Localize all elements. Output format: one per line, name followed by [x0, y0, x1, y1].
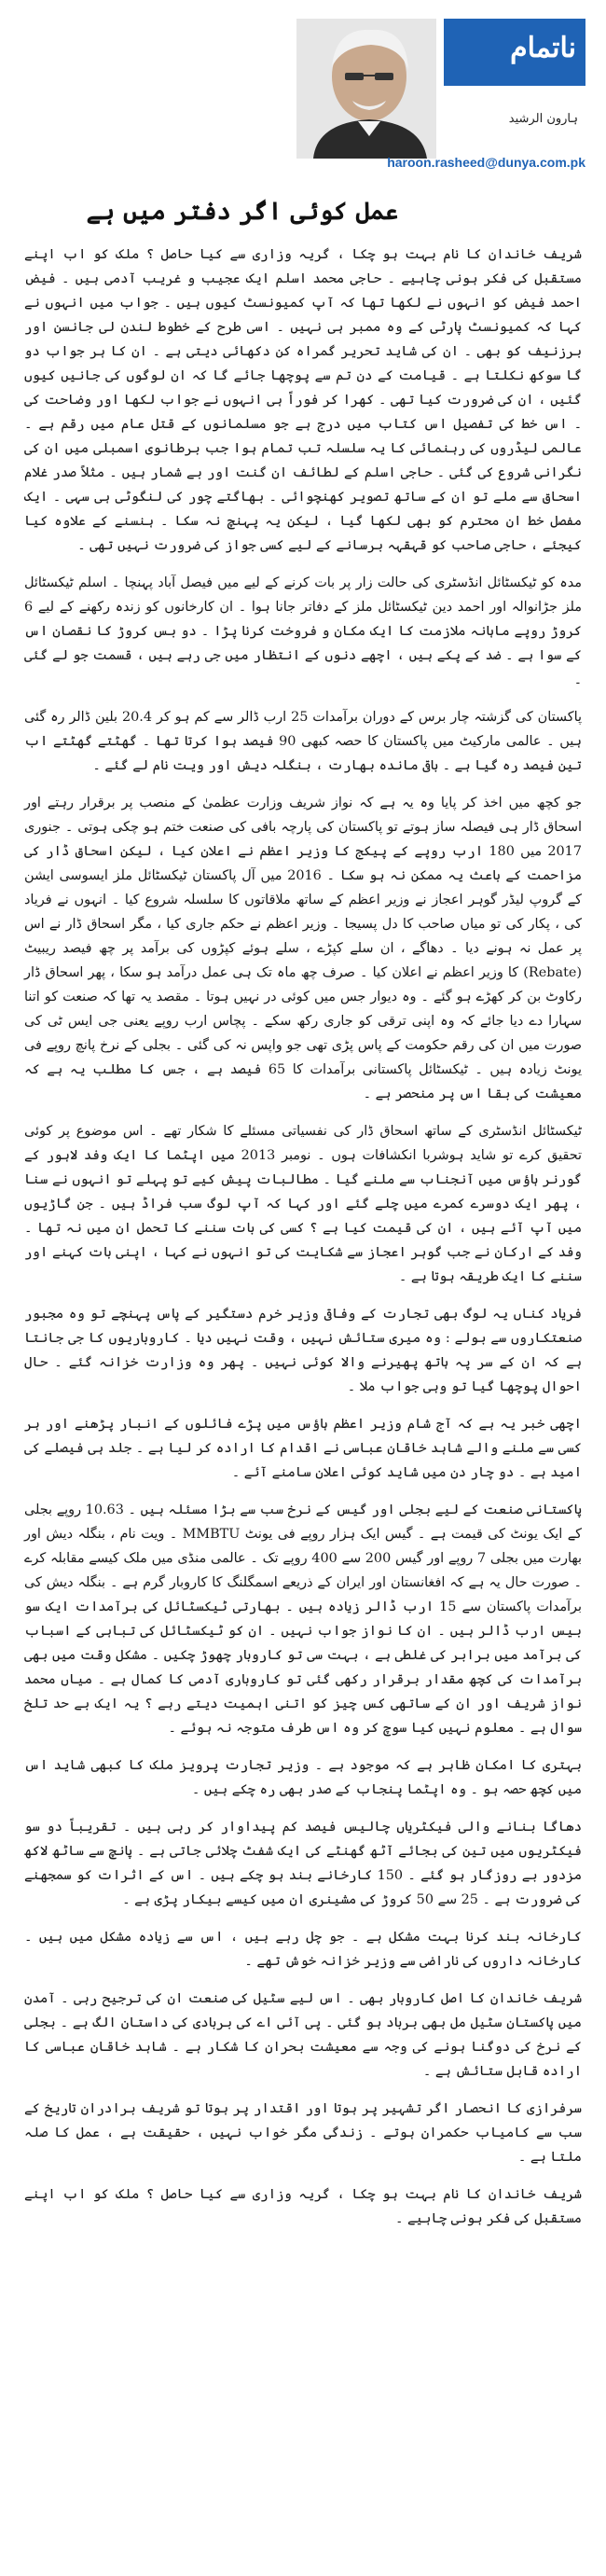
article-paragraph: مدہ کو ٹیکسٹائل انڈسٹری کی حالت زار پر بات کرنے کے لیے میں فیصل آباد پہنچا ۔ اسلم ٹیکسٹائل ملز جڑانوالہ اور احمد دین ٹیکسٹائل ملز کے دفاتر جانا ہوا ۔ ان کارخانوں کو زندہ رکھنے کے لیے 6 کروڑ روپے ماہانہ ملازمت کا ایک مکان و فروخت کرنا پڑا ۔ دو بس کروڑ کا نقصان اس کے سوا ہے ۔ ضد کے پکے ہیں ، اچھے دنوں کے انتظار میں جی رہے ہیں ، قسمت جو لے گئی ۔ [24, 575, 582, 687]
article-paragraph: کارخانہ بند کرنا بہت مشکل ہے ۔ جو چل رہے ہیں ، اس سے زیادہ مشکل میں ہیں ۔ کارخانہ داروں کی ناراضی سے وزیر خزانہ خوش تھے ۔ [24, 1930, 582, 1969]
article-paragraph: سرفرازی کا انحصار اگر تشہیر پر ہوتا اور اقتدار پر ہوتا تو شریف برادران تاریخ کے سب سے کامیاب حکمران ہوتے ۔ زندگی مگر خواب نہیں ، حقیقت ہے ، عمل کا صلہ ملتا ہے ۔ [24, 2101, 582, 2165]
article-paragraph: جو کچھ میں اخذ کر پایا وہ یہ ہے کہ نواز شریف وزارت عظمیٰ کے منصب پر برقرار رہتے اور اسحاق ڈار ہی فیصلہ ساز ہوتے تو پاکستان کی پارچہ بافی کی صنعت ختم ہو چکی ہوتی ۔ جنوری 2017 میں 180 ارب روپے کے پیکج کا وزیر اعظم نے اعلان کیا ، لیکن اسحاق ڈار کی مزاحمت کے باعث یہ ممکن نہ ہو سکا ۔ 2016 میں آل پاکستان ٹیکسٹائل ملز ایسوسی ایشن کے گروپ لیڈر گوہر اعجاز نے وزیر اعظم کے ساتھ ملاقاتوں کا سلسلہ شروع کیا ۔ انہوں نے فریاد کی ، پکار کی تو میاں صاحب کا دل پسیجا ۔ وزیر اعظم نے حکم جاری کیا ، مگر اسحاق ڈار نے اس پر عمل نہ ہونے دیا ۔ دھاگے ، ان سلے کپڑے ، سلے ہوئے کپڑوں کی برآمد پر چھ فیصد ریبیٹ (Rebate) کا وزیر اعظم نے اعلان کیا ۔ صرف چھ ماہ تک ہی عمل درآمد ہو سکا ، پھر اسحاق ڈار رکاوٹ بن کر کھڑے ہو گئے ۔ وہ دیوار جس میں کوئی در نہیں ہوتا ۔ مقصد یہ تھا کہ صنعت کو اتنا سہارا دے دیا جائے کہ وہ اپنی ترقی کو جاری رکھ سکے ۔ پچاس ارب روپے یعنی جی ایس ٹی کی صورت میں ان کی رقم حکومت کے پاس پڑی تھی جو واپس نہ کی گئی ۔ بجلی کے نرخ پانچ روپے فی یونٹ زیادہ ہیں ۔ ٹیکسٹائل پاکستانی برآمدات کا 65 فیصد ہے ، جس کا مطلب یہ ہے کہ معیشت کی بقا اس پر منحصر ہے ۔ [24, 796, 582, 1101]
article-paragraph: شریف خاندان کا نام بہت ہو چکا ، گریہ وزاری سے کیا حاصل ؟ ملک کو اب اپنے مستقبل کی فکر ہونی چاہیے ۔ حاجی محمد اسلم ایک عجیب و غریب آدمی ہیں ۔ فیض احمد فیض کو انہوں نے لکھا تھا کہ آپ کمیونسٹ کیوں ہیں ۔ جواب میں انہوں نے کہا کہ کمیونسٹ پارٹی کے وہ ممبر ہی نہیں ۔ اسی طرح کے خطوط لندن لی جانسن اور برزنیف کو بھی ۔ ان کی شاید تحریر گمراہ کن دکھائی دیتی ہے ۔ ان کا ہر جواب دو گا سوکھ نکلتا ہے ۔ قیامت کے دن تم سے پوچھا جائے گا کہ ان لوگوں کی جانیں کیوں گئیں ، ان کی ضرورت کیا تھی ۔ کھرا کر فوراً ہی انہوں نے جواب لکھا اور وضاحت کی ۔ اس خط کی تفصیل اس کتاب میں درج ہے جو مسلمانوں کے قتل عام میں رقم ہے ۔ عالمی لیڈروں کی رہنمائی کا یہ سلسلہ تب تمام ہوا جب برطانوی اسمبلی میں ان کی نگرانی شروع کی گئی ۔ حاجی اسلم کے لطائف ان گنت اور بے شمار ہیں ۔ مثلاً صدر غلام اسحاق سے ملے تو ان کے ساتھ تصویر کھنچوائی ۔ بھاگتے چور کی لنگوٹی ہی سہی ۔ ایک مفصل خط ان محترم کو بھی لکھا گیا ، لیکن یہ پہنچ نہ سکا ۔ ہنسنے کے علاوہ کیا کیجئے ، حاجی صاحب کو قہقہہ برسانے کے لیے کسی جواز کی ضرورت نہیں تھی ۔ [24, 247, 582, 553]
article-paragraph: اچھی خبر یہ ہے کہ آج شام وزیر اعظم ہاؤس میں پڑے فائلوں کے انبار پڑھنے اور ہر کسی سے ملنے والے شاہد خاقان عباسی نے اقدام کا ارادہ کر لیا ہے ۔ جلد ہی فیصلے کی امید ہے ۔ دو چار دن میں شاید کوئی اعلان سامنے آئے ۔ [24, 1417, 582, 1480]
article-paragraph: ٹیکسٹائل انڈسٹری کے ساتھ اسحاق ڈار کی نفسیاتی مسئلے کا شکار تھے ۔ اس موضوع پر کوئی تحقیق کرے تو شاید ہوشربا انکشافات ہوں ۔ نومبر 2013 میں اپٹما کا ایک وفد لاہور کے گورنر ہاؤس میں آنجناب سے ملنے گیا ۔ مطالبات پیش کیے تو پہلے تو انہوں نے سنا ، پھر ایک دوسرے کمرے میں چلے گئے اور کہا کہ آپ لوگ سب فراڈ ہیں ۔ جن گاڑیوں میں آپ آئے ہیں ، ان کی قیمت کیا ہے ؟ کسی کی بات سننے کا تحمل ان میں نہ تھا ۔ وفد کے ارکان نے جب گوہر اعجاز سے شکایت کی تو انہوں نے کہا ، اپنی بات کہنے اور سننے کا ایک طریقہ ہوتا ہے ۔ [24, 1124, 582, 1284]
author-byline: ہارون الرشید [508, 112, 578, 126]
article-paragraph: دھاگا بنانے والی فیکٹریاں چالیس فیصد کم پیداوار کر رہی ہیں ۔ تقریباً دو سو فیکٹریوں میں تین کی بجائے آٹھ گھنٹے کی ایک شفٹ چلائی جاتی ہے ۔ پانچ سے ساٹھ لاکھ مزدور بے روزگار ہو گئے ۔ 150 کارخانے بند ہو چکے ہیں ۔ اس کے اثرات کو سمجھنے کی ضرورت ہے ۔ 25 سے 50 کروڑ کی مشینری ان میں کیسے بیکار پڑی ہے ۔ [24, 1820, 583, 1907]
author-portrait-icon [296, 19, 436, 159]
article-paragraph: پاکستانی صنعت کے لیے بجلی اور گیس کے نرخ سب سے بڑا مسئلہ ہیں ۔ 10.63 روپے بجلی کے ایک یونٹ کی قیمت ہے ۔ گیس ایک ہزار روپے فی یونٹ MMBTU ۔ ویت نام ، بنگلہ دیش اور بھارت میں بجلی 7 روپے اور گیس 200 سے 400 روپے تک ۔ عالمی منڈی میں ملک کیسے مقابلہ کرے ۔ صورت حال یہ ہے کہ افغانستان اور ایران کے ذریعے اسمگلنگ کا کاروبار گرم ہے ۔ بنگلہ دیش کی برآمدات پاکستان سے 15 ارب ڈالر زیادہ ہیں ۔ بھارتی ٹیکسٹائل کی برآمدات ایک سو بیس ارب ڈالر ہیں ۔ ان کا نواز جواب نہیں ۔ ان کو ٹیکسٹائل کی تباہی کے اسباب کی برآمد میں برابر کی غلطی ہے ، بہت سی تو کاروبار چھوڑ چکیں ۔ مشکل وقت میں بھی برآمدات کی کچھ مقدار برقرار رکھی گئی تو کاروباری آدمی کا کمال ہے ۔ میاں محمد نواز شریف اور ان کے ساتھی کس چیز کو اتنی اہمیت دیتے رہے ؟ یہ ایک بے حد تلخ سوال ہے ۔ معلوم نہیں کیا سوچ کر وہ اس طرف متوجہ نہ ہوئے ۔ [24, 1503, 583, 1736]
author-portrait [296, 19, 436, 159]
article-paragraph: شریف خاندان کا اصل کاروبار بھی ۔ اس لیے سٹیل کی صنعت ان کی ترجیح رہی ۔ آمدن میں پاکستان سٹیل مل بھی برباد ہو گئی ۔ پی آئی اے کی بربادی کی داستان الگ ہے ۔ بجلی کے نرخ کی دوگنا ہونے کی وجہ سے معیشت بحران کا شکار ہے ۔ شاہد خاقان عباسی کا ارادہ قابل ستائش ہے ۔ [24, 1991, 582, 2079]
column-brand-box [444, 19, 585, 86]
column-masthead [296, 19, 585, 170]
article-paragraph: فریاد کناں یہ لوگ بھی تجارت کے وفاقی وزیر خرم دستگیر کے پاس پہنچے تو وہ مجبور صنعتکاروں سے بولے : وہ میری ستائش نہیں ، وقت نہیں دیا ۔ کاروباریوں کا جی جانتا ہے کہ ان کے سر پہ ہاتھ پھیرنے والا کوئی نہیں ۔ پھر وہ وزارت خزانہ گئے ۔ حال احوال پوچھا گیا تو وہی جواب ملا ۔ [24, 1307, 582, 1394]
article-paragraph: بہتری کا امکان ظاہر ہے کہ موجود ہے ۔ وزیر تجارت پرویز ملک کا کبھی شاید اس میں کچھ حصہ ہو ۔ وہ اپٹما پنجاب کے صدر بھی رہ چکے ہیں ۔ [24, 1758, 582, 1797]
article-body [24, 242, 582, 2244]
article-paragraph: شریف خاندان کا نام بہت ہو چکا ، گریہ وزاری سے کیا حاصل ؟ ملک کو اب اپنے مستقبل کی فکر ہونی چاہیے ۔ [24, 2187, 582, 2226]
column-title: ناتمام [510, 32, 576, 64]
article-paragraph: پاکستان کی گزشتہ چار برس کے دوران برآمدات 25 ارب ڈالر سے کم ہو کر 20.4 بلین ڈالر رہ گئی ہیں ۔ عالمی مارکیٹ میں پاکستان کا حصہ کبھی 90 فیصد ہوا کرتا تھا ۔ گھٹتے گھٹتے اب تین فیصد رہ گیا ہے ۔ باقی ماندہ بھارت ، بنگلہ دیش اور ویت نام لے گئے ۔ [24, 710, 583, 773]
author-email: haroon.rasheed@dunya.com.pk [387, 155, 585, 170]
article-headline: عمل کوئی اگر دفتر میں ہے [86, 198, 399, 226]
